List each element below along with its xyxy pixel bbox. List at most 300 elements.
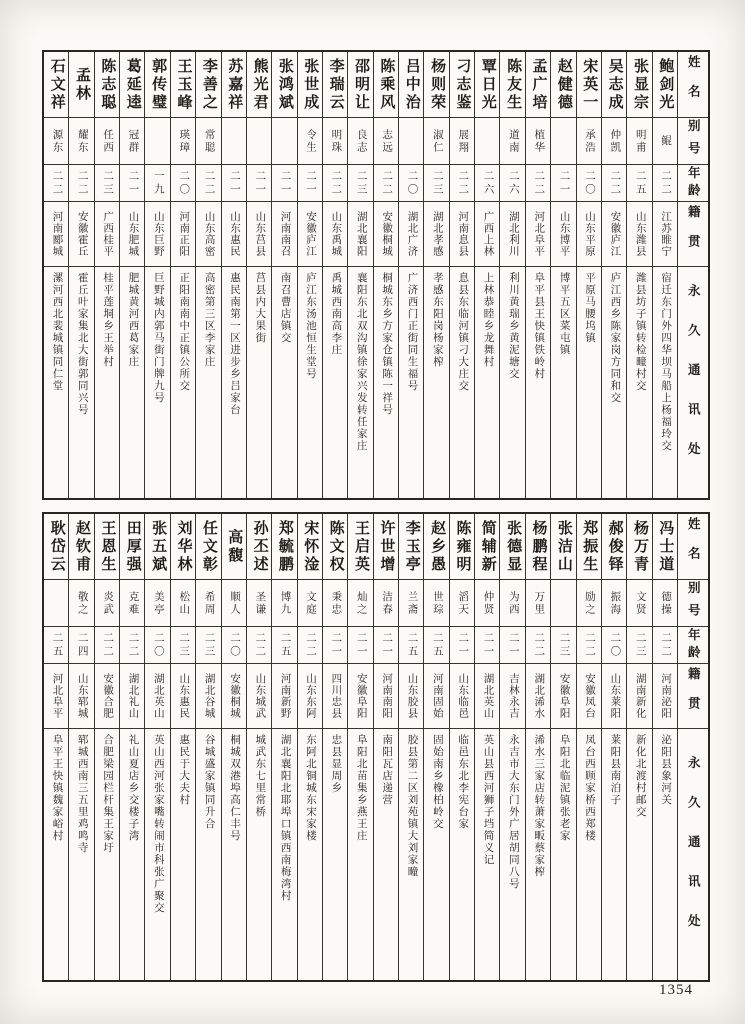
entry-address-text: 阜阳北苗集乡燕王庄 — [355, 734, 367, 842]
entry-column — [652, 514, 677, 980]
entry-native-text: 湖北浠水 — [533, 673, 545, 719]
entry-age — [424, 165, 448, 202]
entry-address-text: 浠水三家店转萧家畈蔡家榨 — [533, 734, 545, 878]
entry-age-text: 二六 — [482, 169, 494, 197]
entry-address — [196, 267, 220, 498]
entry-name-text: 张世成 — [302, 57, 319, 112]
entry-address-text: 南召曹店镇交 — [279, 272, 291, 344]
entry-age — [627, 165, 651, 202]
entry-alias — [44, 118, 68, 165]
entry-name-text: 孟林 — [74, 66, 91, 103]
entry-alias — [196, 118, 220, 165]
entry-native-text: 安徽阜阳 — [558, 673, 570, 719]
entry-native — [602, 664, 626, 729]
entry-name-text: 陈文权 — [327, 519, 344, 574]
entry-native — [374, 664, 398, 729]
entry-alias-text: 圣谦 — [254, 590, 266, 616]
entry-native-text: 安徽庐江 — [609, 211, 621, 257]
entry-native-text: 河南南召 — [279, 211, 291, 257]
entry-age — [500, 627, 524, 664]
entry-column — [499, 514, 524, 980]
entry-native — [627, 664, 651, 729]
header-address — [678, 267, 708, 498]
entry-name-text: 李玉亭 — [403, 519, 420, 574]
entry-address-text: 正阳南南中正镇公所交 — [178, 272, 190, 392]
entry-name — [348, 52, 372, 118]
entry-name — [348, 514, 372, 580]
entry-age-text: 二二 — [330, 169, 342, 197]
entry-alias-text: 为西 — [507, 590, 519, 616]
entry-column — [398, 52, 423, 498]
entry-age-text: 二一 — [228, 169, 240, 197]
entry-alias-text: 洁春 — [381, 590, 393, 616]
entry-address-text: 胶县第二区刘苑镇大刘家疃 — [406, 734, 418, 878]
entry-age — [500, 165, 524, 202]
entry-alias-text: 任西 — [102, 128, 114, 154]
header-native-text: 籍贯 — [686, 204, 701, 264]
entry-alias-text: 良志 — [355, 128, 367, 154]
entry-age-text: 二二 — [457, 169, 469, 197]
entry-name — [222, 514, 246, 580]
entry-native — [399, 664, 423, 729]
entry-address-text: 肥城黄河西葛家庄 — [127, 272, 139, 368]
entry-native — [577, 664, 601, 729]
entry-alias — [247, 118, 271, 165]
entry-address-text: 巨野城内郭马街门牌九号 — [152, 272, 164, 404]
entry-age — [526, 627, 550, 664]
entry-alias-text: 世琮 — [431, 590, 443, 616]
entry-name — [298, 514, 322, 580]
entry-column — [170, 52, 195, 498]
entry-column — [44, 514, 68, 980]
entry-alias-text: 克难 — [127, 590, 139, 616]
entry-age-text: 二二 — [203, 169, 215, 197]
entry-address-text: 固始南乡橡柏岭交 — [431, 734, 443, 830]
header-native-text: 籍贯 — [686, 666, 701, 726]
entry-address — [272, 729, 296, 980]
entry-name — [145, 514, 169, 580]
entry-alias — [450, 580, 474, 627]
entry-native — [120, 202, 144, 267]
entry-native — [145, 202, 169, 267]
entry-name — [450, 514, 474, 580]
entry-native — [450, 664, 474, 729]
entry-native — [475, 664, 499, 729]
entry-native-text: 湖北广济 — [406, 211, 418, 257]
entry-native — [247, 202, 271, 267]
entry-age-text: 二三 — [102, 169, 114, 197]
entry-native-text: 安徽凤台 — [583, 673, 595, 719]
entry-name-text: 鲍剑光 — [657, 57, 674, 112]
entry-age — [323, 627, 347, 664]
header-column — [677, 514, 708, 980]
entry-name — [500, 514, 524, 580]
entry-address — [653, 267, 677, 498]
entry-native — [323, 202, 347, 267]
entry-alias — [424, 118, 448, 165]
entry-alias-text: 明甫 — [634, 128, 646, 154]
entry-alias — [171, 580, 195, 627]
entry-name-text: 陈雍明 — [454, 519, 471, 574]
entry-address — [374, 729, 398, 980]
header-address-text: 永久通讯处 — [686, 283, 701, 482]
entry-native-text: 河南正阳 — [178, 211, 190, 257]
entry-alias-text: 希周 — [203, 590, 215, 616]
header-column — [677, 52, 708, 498]
entry-alias — [145, 118, 169, 165]
entry-native — [526, 664, 550, 729]
entry-column — [195, 52, 220, 498]
entry-alias — [551, 118, 575, 165]
entry-address-text: 惠民于大夫村 — [178, 734, 190, 806]
entry-column — [94, 514, 119, 980]
entry-age — [196, 165, 220, 202]
entry-name-text: 杨万青 — [631, 519, 648, 574]
entry-native-text: 山东禹城 — [330, 211, 342, 257]
entry-age — [120, 165, 144, 202]
entry-native — [272, 664, 296, 729]
entry-native — [69, 664, 93, 729]
entry-age-text: 二〇 — [228, 631, 240, 659]
entry-age — [602, 627, 626, 664]
entry-column — [525, 52, 550, 498]
entry-column — [221, 52, 246, 498]
entry-address-text: 博平五区菜屯镇 — [558, 272, 570, 356]
entry-native — [348, 202, 372, 267]
entry-age — [196, 627, 220, 664]
entry-name-text: 郭传璧 — [150, 57, 167, 112]
entry-native-text: 山东惠民 — [178, 673, 190, 719]
entry-native — [272, 202, 296, 267]
entry-native — [222, 664, 246, 729]
entry-address — [323, 267, 347, 498]
entry-age-text: 二〇 — [609, 631, 621, 659]
entry-native-text: 安徽合肥 — [102, 673, 114, 719]
entry-native — [196, 664, 220, 729]
entry-alias-text: 展翔 — [457, 128, 469, 154]
entry-alias-text: 万里 — [533, 590, 545, 616]
entry-alias-text: 振海 — [609, 590, 621, 616]
entry-native-text: 湖南新化 — [634, 673, 646, 719]
entry-address-text: 襄阳东北双沟镇徐家兴发转任家庄 — [355, 272, 367, 452]
entry-alias-text: 瑛璋 — [178, 128, 190, 154]
entry-age — [602, 165, 626, 202]
entry-age — [526, 165, 550, 202]
entry-native-text: 山东郓城 — [76, 673, 88, 719]
entry-address-text: 谷城盛家镇同升合 — [203, 734, 215, 830]
entry-native-text: 河北阜平 — [533, 211, 545, 257]
entry-native-text: 山东莱阳 — [609, 673, 621, 719]
entry-age — [120, 627, 144, 664]
entry-address-text: 霍丘叶家集北大街郭同兴号 — [76, 272, 88, 416]
entry-native — [298, 202, 322, 267]
entry-address-text: 忠县显周乡 — [330, 734, 342, 794]
entry-column — [170, 514, 195, 980]
entry-name-text: 陈友生 — [505, 57, 522, 112]
entry-name-text: 苏嘉祥 — [226, 57, 243, 112]
entry-name-text: 张洁山 — [555, 519, 572, 574]
entry-name — [374, 514, 398, 580]
entry-name-text: 田厚强 — [124, 519, 141, 574]
entry-native — [627, 202, 651, 267]
entry-alias — [399, 118, 423, 165]
entry-column — [271, 514, 296, 980]
entry-age — [399, 165, 423, 202]
entry-name-text: 张五斌 — [150, 519, 167, 574]
entry-name — [196, 514, 220, 580]
entry-name — [95, 514, 119, 580]
entry-age-text: 二一 — [127, 169, 139, 197]
entry-age-text: 二五 — [431, 631, 443, 659]
entry-age-text: 二四 — [76, 631, 88, 659]
entry-native — [247, 664, 271, 729]
entry-column — [68, 514, 93, 980]
entry-address-text: 莒县内大果街 — [254, 272, 266, 344]
entry-native — [399, 202, 423, 267]
entry-name-text: 冯士道 — [657, 519, 674, 574]
entry-native — [171, 202, 195, 267]
entry-alias-text: 滔天 — [457, 590, 469, 616]
entry-address-text: 新化北渡村邮交 — [634, 734, 646, 818]
entry-age-text: 二〇 — [178, 169, 190, 197]
entry-address — [475, 267, 499, 498]
entry-address — [222, 729, 246, 980]
entry-native-text: 湖北孝感 — [431, 211, 443, 257]
entry-native — [475, 202, 499, 267]
entry-native — [500, 664, 524, 729]
entry-name — [399, 514, 423, 580]
entry-column — [423, 514, 448, 980]
entry-age-text: 二一 — [457, 631, 469, 659]
entry-age-text: 二二 — [76, 169, 88, 197]
entry-address — [69, 267, 93, 498]
entry-name-text: 刘华林 — [175, 519, 192, 574]
entry-native — [424, 664, 448, 729]
entry-alias — [145, 580, 169, 627]
header-address-text: 永久通讯处 — [686, 755, 701, 954]
entry-column — [322, 514, 347, 980]
entry-name-text: 张德显 — [505, 519, 522, 574]
entry-address-text: 阜平县王快镇铁岭村 — [533, 272, 545, 380]
page-number: 1354 — [659, 982, 693, 998]
entry-address — [399, 729, 423, 980]
entry-name — [95, 52, 119, 118]
entry-age-text: 二二 — [609, 169, 621, 197]
entry-age-text: 二三 — [558, 631, 570, 659]
entry-name — [577, 514, 601, 580]
entry-column — [576, 514, 601, 980]
entry-column — [44, 52, 68, 498]
entry-name-text: 吕中治 — [403, 57, 420, 112]
entry-age — [627, 627, 651, 664]
entry-native-text: 湖北襄阳 — [355, 211, 367, 257]
entry-age — [298, 165, 322, 202]
entry-native-text: 江苏睢宁 — [660, 211, 672, 257]
entry-name — [602, 52, 626, 118]
header-alias — [678, 118, 708, 165]
entry-age — [145, 165, 169, 202]
entry-age-text: 二一 — [558, 169, 570, 197]
entry-alias — [602, 118, 626, 165]
entry-name-text: 任文彰 — [200, 519, 217, 574]
entry-native — [69, 202, 93, 267]
entry-column — [550, 514, 575, 980]
entry-address — [500, 729, 524, 980]
entry-age-text: 二一 — [381, 631, 393, 659]
entry-age — [44, 627, 68, 664]
entry-address — [348, 729, 372, 980]
entry-address-text: 凤台西顾家桥西郑楼 — [583, 734, 595, 842]
entry-column — [373, 52, 398, 498]
entry-column — [119, 52, 144, 498]
entry-alias — [500, 118, 524, 165]
entry-name-text: 杨则荣 — [429, 57, 446, 112]
entry-address-text: 英山西河张家嘴转闹市科张广聚交 — [152, 734, 164, 914]
entry-column — [525, 514, 550, 980]
entry-native-text: 山东惠民 — [228, 211, 240, 257]
entry-native-text: 吉林永吉 — [507, 673, 519, 719]
entry-alias-text: 松山 — [178, 590, 190, 616]
entry-age — [577, 165, 601, 202]
entry-age-text: 一九 — [152, 169, 164, 197]
entry-alias — [95, 118, 119, 165]
entry-name-text: 葛延逵 — [124, 57, 141, 112]
entry-address — [44, 267, 68, 498]
entry-native-text: 山东巨野 — [152, 211, 164, 257]
header-alias-text: 别号 — [686, 580, 701, 626]
entry-address-text: 广济西门正街同生福号 — [406, 272, 418, 392]
entry-age-text: 二一 — [305, 169, 317, 197]
entry-address — [120, 729, 144, 980]
entry-name — [551, 514, 575, 580]
entry-name-text: 王玉峰 — [175, 57, 192, 112]
entry-alias — [475, 580, 499, 627]
entry-column — [322, 52, 347, 498]
entry-name-text: 张显宗 — [631, 57, 648, 112]
entry-age-text: 二一 — [355, 631, 367, 659]
entry-name-text: 耿岱云 — [48, 519, 65, 574]
entry-alias — [120, 580, 144, 627]
entry-alias-text: 常聪 — [203, 128, 215, 154]
entry-name — [120, 52, 144, 118]
entry-age — [69, 627, 93, 664]
entry-alias — [450, 118, 474, 165]
entry-name — [145, 52, 169, 118]
entry-address-text: 莱阳县南泊子 — [609, 734, 621, 806]
entry-address — [551, 729, 575, 980]
entry-alias-text: 源东 — [51, 128, 63, 154]
entry-name-text: 高馥 — [226, 528, 243, 565]
entry-age-text: 二〇 — [406, 169, 418, 197]
entry-alias-text: 文庭 — [305, 590, 317, 616]
entry-native — [95, 664, 119, 729]
entry-alias-text: 仲凯 — [609, 128, 621, 154]
entry-name — [247, 514, 271, 580]
entry-native — [374, 202, 398, 267]
entry-alias-text: 道南 — [507, 128, 519, 154]
entry-address-text: 惠民南第一区进步乡吕家台 — [228, 272, 240, 416]
entry-age — [272, 165, 296, 202]
entry-alias-text: 冠群 — [127, 128, 139, 154]
entry-name-text: 熊光君 — [251, 57, 268, 112]
entry-alias-text: 德操 — [660, 590, 672, 616]
entry-address — [450, 267, 474, 498]
entry-age-text: 二二 — [660, 631, 672, 659]
entry-native — [196, 202, 220, 267]
header-name-text: 姓名 — [686, 517, 701, 576]
entry-address — [374, 267, 398, 498]
entry-name — [44, 514, 68, 580]
entry-age-text: 二一 — [330, 631, 342, 659]
entry-name-text: 宋英一 — [581, 57, 598, 112]
entry-name — [475, 52, 499, 118]
entry-name-text: 陈乘风 — [378, 57, 395, 112]
entry-alias — [120, 118, 144, 165]
entry-age-text: 二二 — [660, 169, 672, 197]
header-address — [678, 729, 708, 980]
entry-native-text: 安徽桐城 — [381, 211, 393, 257]
entry-age-text: 二六 — [507, 169, 519, 197]
entry-alias — [69, 118, 93, 165]
entry-age — [69, 165, 93, 202]
entry-column — [144, 52, 169, 498]
entry-address-text: 桐城东乡方家仓镇陈一祥号 — [381, 272, 393, 416]
entry-address — [323, 729, 347, 980]
entry-address-text: 合肥梁园栏杆集王家圩 — [102, 734, 114, 854]
entry-column — [195, 514, 220, 980]
entry-age — [653, 165, 677, 202]
header-age-text: 年龄 — [686, 165, 701, 201]
header-native — [678, 202, 708, 267]
entry-native-text: 山东平原 — [583, 211, 595, 257]
entry-address — [171, 267, 195, 498]
entry-name — [475, 514, 499, 580]
entry-age — [222, 627, 246, 664]
entry-alias-text: 文贤 — [634, 590, 646, 616]
entry-age — [171, 627, 195, 664]
entry-address — [627, 729, 651, 980]
entry-native — [450, 202, 474, 267]
entry-age — [450, 165, 474, 202]
entry-name — [171, 514, 195, 580]
entry-alias — [196, 580, 220, 627]
entry-native-text: 山东肥城 — [127, 211, 139, 257]
entry-column — [449, 52, 474, 498]
entry-column — [246, 52, 271, 498]
entry-alias-text: 明珠 — [330, 128, 342, 154]
entry-address-text: 潍县坊子镇转检疃村交 — [634, 272, 646, 392]
entry-address-text: 礼山夏店乡交楼子湾 — [127, 734, 139, 842]
entry-name-text: 李善之 — [200, 57, 217, 112]
entry-name-text: 赵钦甫 — [74, 519, 91, 574]
entry-age — [298, 627, 322, 664]
entry-age-text: 二二 — [127, 631, 139, 659]
entry-age-text: 二二 — [254, 631, 266, 659]
entry-age-text: 二二 — [583, 631, 595, 659]
entry-address — [44, 729, 68, 980]
entry-age — [374, 165, 398, 202]
entry-column — [347, 514, 372, 980]
entry-column — [652, 52, 677, 498]
entry-address-text: 上林恭睦乡龙舞村 — [482, 272, 494, 368]
entry-alias — [222, 580, 246, 627]
entry-alias — [475, 118, 499, 165]
entry-age — [475, 165, 499, 202]
entry-native — [323, 664, 347, 729]
entry-address — [602, 729, 626, 980]
entry-column — [626, 514, 651, 980]
entry-address — [526, 267, 550, 498]
